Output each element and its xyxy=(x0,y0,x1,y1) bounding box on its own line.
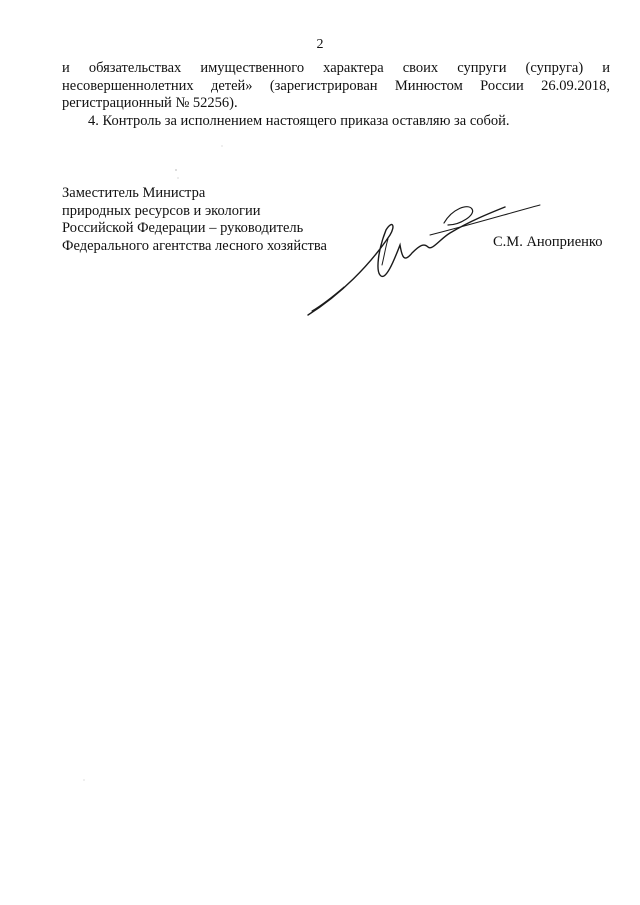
position-line: природных ресурсов и экологии xyxy=(62,202,261,219)
position-line: Российской Федерации – руководитель xyxy=(62,220,304,236)
paragraph-line: и обязательствах имущественного характера своих супруги (супруга) и xyxy=(62,60,610,76)
handwritten-signature xyxy=(300,195,550,325)
signatory-name: С.М. Аноприенко xyxy=(493,234,603,250)
signatory-position-block xyxy=(62,185,327,255)
position-line: Федерального агентства лесного хозяйства xyxy=(62,237,327,254)
paragraph-line: регистрационный № 52256). xyxy=(62,95,238,111)
paragraph-item-4: 4. Контроль за исполнением настоящего приказа оставляю за собой. xyxy=(88,112,510,129)
document-body xyxy=(62,60,610,130)
position-line: Заместитель Министра xyxy=(62,185,206,201)
paragraph-line: несовершеннолетних детей» (зарегистрирован Минюстом России 26.09.2018, xyxy=(62,77,610,94)
page-number: 2 xyxy=(316,37,324,52)
